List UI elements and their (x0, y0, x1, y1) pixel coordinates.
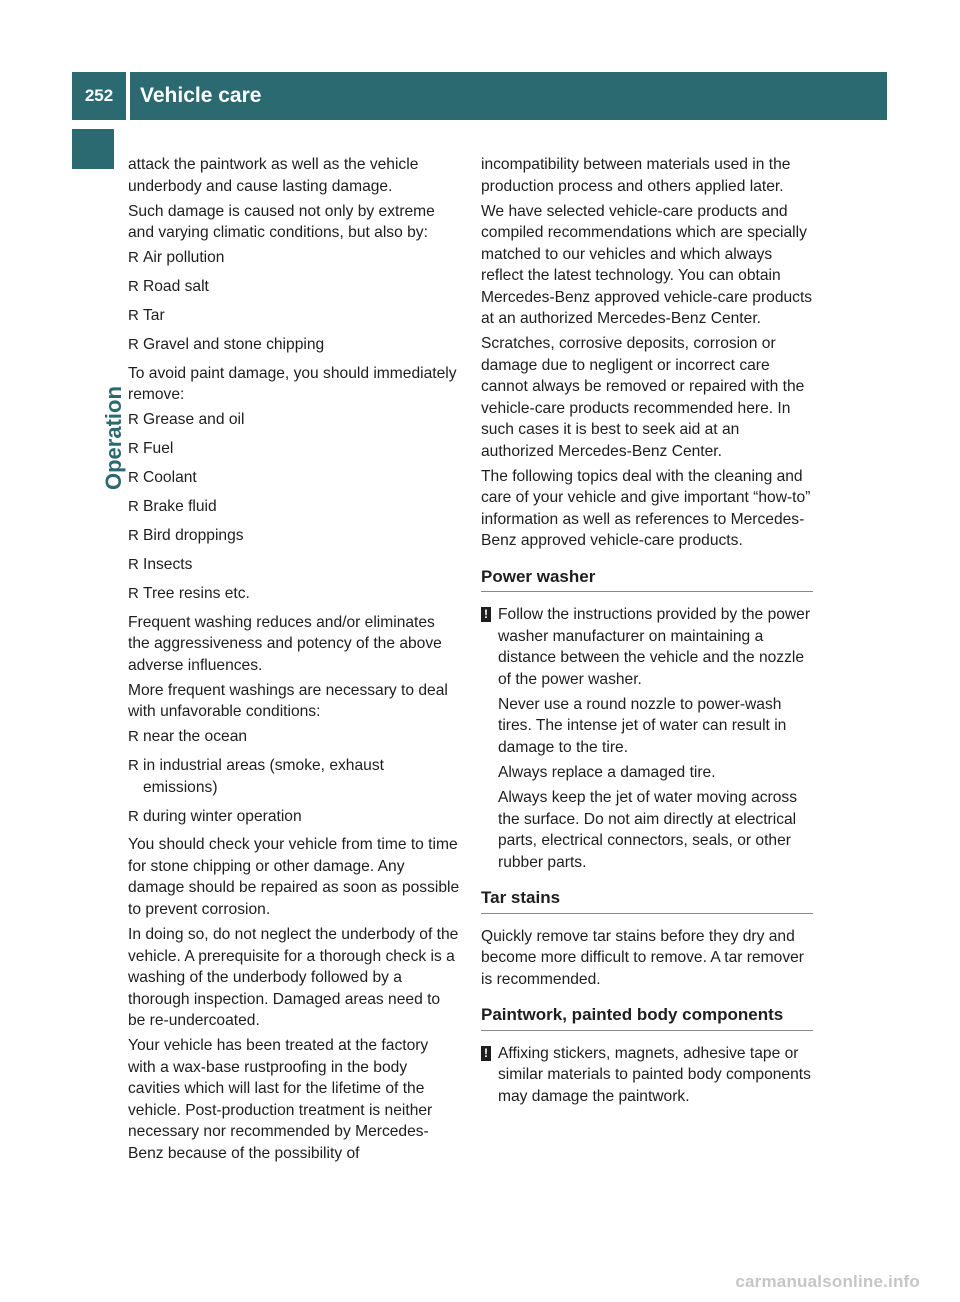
paragraph: We have selected vehicle-care products and compiled recommendations which are specially matched to our vehicles and which always reflect the latest technology. You can obtain Mercedes-Benz approved vehicle-care products at an authorized Mercedes-Benz Center. (481, 202, 813, 328)
list-item: R Gravel and stone chipping (128, 334, 460, 356)
warning-icon: ! (481, 607, 491, 622)
bullet-icon: R (128, 498, 139, 516)
paragraph: Scratches, corrosive deposits, corrosion or damage due to negligent or incorrect care cannot always be removed or repaired with the vehicle-care products recommended here. In such cases it is best to seek aid at an authorized Mercedes-Benz Center. (481, 335, 805, 460)
watermark: carmanualsonline.info (735, 1272, 920, 1291)
list-item: R Grease and oil (128, 409, 460, 431)
bullet-icon: R (128, 728, 139, 746)
page-number: 252 (84, 86, 114, 105)
bullet-icon: R (128, 555, 139, 573)
bullet-icon: R (128, 335, 139, 353)
warning-text: Affixing stickers, magnets, adhesive tape or similar materials to painted body components may damage the paintwork. (498, 1044, 811, 1105)
bullet-icon: R (128, 757, 139, 775)
right-column (481, 154, 813, 1111)
bullet-icon: R (128, 807, 139, 825)
section-title: Vehicle care (140, 84, 262, 107)
list-item: R Bird droppings (128, 525, 460, 547)
list-item: R Fuel (128, 438, 460, 460)
warning-note (481, 604, 813, 873)
bullet-icon: R (128, 306, 139, 324)
paragraph: incompatibility between materials used in the production process and others applied later. (481, 156, 791, 195)
warning-text: Follow the instructions provided by the power washer manufacturer on maintaining a distance between the vehicle and the nozzle of the power washer. (498, 606, 811, 688)
paragraph: To avoid paint damage, you should immediately remove: (128, 364, 457, 404)
list-item: R near the ocean (128, 726, 460, 748)
warning-icon: ! (481, 1046, 491, 1061)
warning-text: Always replace a damaged tire. (498, 763, 716, 781)
list-item: R in industrial areas (smoke, exhaust emissions) (128, 757, 384, 796)
warning-text: Never use a round nozzle to power-wash tires. The intense jet of water can result in damage to the tire. (498, 695, 787, 756)
left-column (128, 154, 460, 1168)
bullet-icon: R (128, 584, 139, 602)
section-heading-tar-stains: Tar stains (481, 887, 813, 914)
side-tab-marker (72, 129, 114, 169)
paragraph: The following topics deal with the cleaning and care of your vehicle and give important “how-to” information as well as references to Mercedes-Benz approved vehicle-care products. (481, 467, 811, 550)
section-heading-power-washer: Power washer (481, 566, 813, 593)
paragraph: Quickly remove tar stains before they dry and become more difficult to remove. A tar remover is recommended. (481, 927, 804, 988)
bullet-icon: R (128, 249, 139, 267)
list-item: R during winter operation (128, 806, 460, 828)
header-divider (126, 72, 130, 120)
list-item: R Road salt (128, 276, 460, 298)
list-item: R Tree resins etc. (128, 583, 460, 605)
side-tab-label: Operation (101, 386, 126, 490)
paragraph: Frequent washing reduces and/or eliminates the aggressiveness and potency of the above adverse influences. (128, 613, 442, 674)
list-item: R Brake fluid (128, 496, 460, 518)
paragraph: Your vehicle has been treated at the factory with a wax-base rustproofing in the body cavities which will last for the lifetime of the vehicle. Post-production treatment is neither necessary nor recommended by Mercedes-Benz because of the possibility of (128, 1037, 433, 1162)
paragraph: You should check your vehicle from time to time for stone chipping or other damage. Any damage should be repaired as soon as possible to prevent corrosion. (128, 836, 460, 918)
list-item: R Air pollution (128, 247, 460, 269)
section-heading-paintwork: Paintwork, painted body components (481, 1004, 813, 1031)
paragraph: attack the paintwork as well as the vehicle underbody and cause lasting damage. (128, 156, 419, 195)
bullet-icon: R (128, 440, 139, 458)
paragraph: More frequent washings are necessary to deal with unfavorable conditions: (128, 681, 448, 721)
list-item: R Coolant (128, 467, 460, 489)
list-item: R Insects (128, 554, 460, 576)
bullet-icon: R (128, 411, 139, 429)
bullet-icon: R (128, 278, 139, 296)
list-item: R Tar (128, 305, 460, 327)
paragraph: In doing so, do not neglect the underbody of the vehicle. A prerequisite for a thorough check is a washing of the underbody followed by a thorough inspection. Damaged areas need to be re-undercoated. (128, 926, 459, 1030)
bullet-icon: R (128, 469, 139, 487)
warning-note (481, 1043, 813, 1108)
bullet-icon: R (128, 526, 139, 544)
paragraph: Such damage is caused not only by extreme and varying climatic conditions, but also by: (128, 202, 435, 242)
warning-text: Always keep the jet of water moving across the surface. Do not aim directly at electrical parts, electrical connectors, seals, or other rubber parts. (498, 789, 798, 871)
